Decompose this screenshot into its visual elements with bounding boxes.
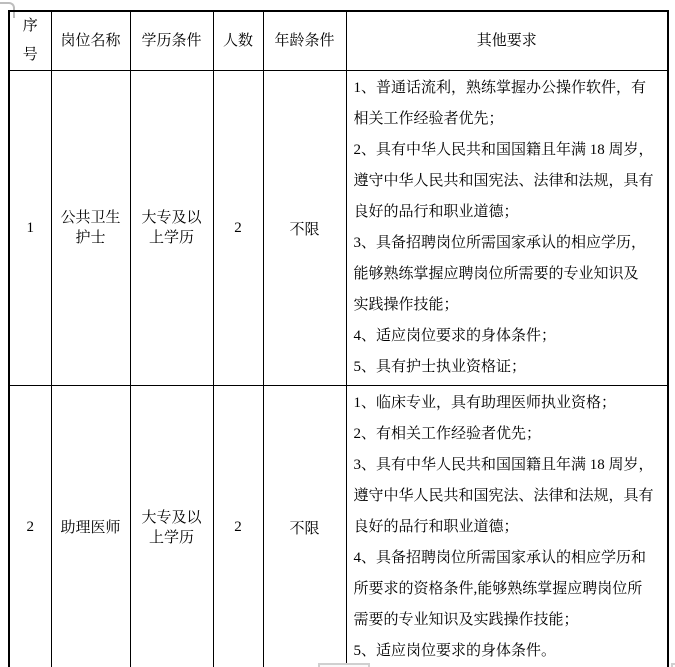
- text-line: 年龄条件: [274, 32, 335, 49]
- cell-index: 2: [9, 386, 51, 667]
- text-line: 1、临床专业，具有助理医师执业资格；: [353, 395, 617, 411]
- text-line: 其他要求: [476, 32, 537, 49]
- col-header-position: [51, 11, 130, 71]
- text-line: 2、有相关工作经验者优先；: [353, 426, 542, 442]
- text-line: 大专及以: [141, 509, 202, 526]
- text-line: 良好的品行和职业道德；: [353, 204, 519, 220]
- text-line: 4、适应岗位要求的身体条件；: [353, 328, 557, 344]
- text-line: 相关工作经验者优先；: [353, 111, 504, 127]
- cell-other-requirements: [346, 386, 668, 667]
- cell-position-name: [51, 71, 130, 386]
- cell-other-requirements: [346, 71, 668, 386]
- recruitment-table: [8, 10, 669, 667]
- header-row: [9, 11, 668, 71]
- col-header-requirements: [346, 11, 668, 71]
- job-row-1: [9, 71, 668, 386]
- text-line: 遵守中华人民共和国宪法、法律和法规，具有: [353, 488, 654, 504]
- edge-artifact-bottom: [318, 663, 370, 667]
- text-line: 号: [22, 47, 38, 63]
- text-line: 能够熟练掌握应聘岗位所需要的专业知识及: [353, 266, 639, 282]
- cell-index: 1: [9, 71, 51, 386]
- text-line: 4、具备招聘岗位所需国家承认的相应学历和: [353, 550, 647, 566]
- text-line: 实践操作技能；: [353, 297, 459, 313]
- text-line: 学历条件: [141, 32, 202, 49]
- col-header-index: [9, 11, 51, 71]
- text-line: 2、具有中华人民共和国国籍且年满 18 周岁，: [353, 142, 654, 158]
- text-line: 1、普通话流利，熟练掌握办公操作软件，有: [353, 80, 647, 96]
- text-line: 5、具有护士执业资格证；: [353, 359, 527, 375]
- text-line: 5、适应岗位要求的身体条件。: [353, 643, 557, 659]
- job-row-2: [9, 386, 668, 667]
- cell-headcount: 2: [213, 71, 263, 386]
- text-line: 良好的品行和职业道德；: [353, 519, 519, 535]
- text-line: 所要求的资格条件,能够熟练掌握应聘岗位所: [353, 581, 643, 597]
- text-line: 岗位名称: [60, 32, 121, 49]
- cell-age-requirement: 不限: [263, 71, 346, 386]
- text-line: 需要的专业知识及实践操作技能；: [353, 612, 579, 628]
- text-line: 3、具有中华人民共和国国籍且年满 18 周岁，: [353, 457, 654, 473]
- cell-position-name: [51, 386, 130, 667]
- col-header-education: [130, 11, 213, 71]
- text-line: 护士: [75, 230, 106, 246]
- cell-age-requirement: 不限: [263, 386, 346, 667]
- edge-artifact-bottom-right: [671, 663, 675, 667]
- text-line: 人数: [222, 32, 253, 49]
- text-line: 上学历: [148, 230, 194, 246]
- col-header-age: [263, 11, 346, 71]
- cell-headcount: 2: [213, 386, 263, 667]
- text-line: 3、具备招聘岗位所需国家承认的相应学历，: [353, 235, 647, 251]
- text-line: 大专及以: [141, 210, 202, 226]
- text-line: 序: [22, 18, 38, 34]
- cell-education: [130, 386, 213, 667]
- text-line: 公共卫生: [60, 210, 121, 226]
- col-header-count: [213, 11, 263, 71]
- text-line: 上学历: [148, 529, 194, 546]
- text-line: 遵守中华人民共和国宪法、法律和法规，具有: [353, 173, 654, 189]
- cell-education: [130, 71, 213, 386]
- text-line: 助理医师: [60, 519, 121, 536]
